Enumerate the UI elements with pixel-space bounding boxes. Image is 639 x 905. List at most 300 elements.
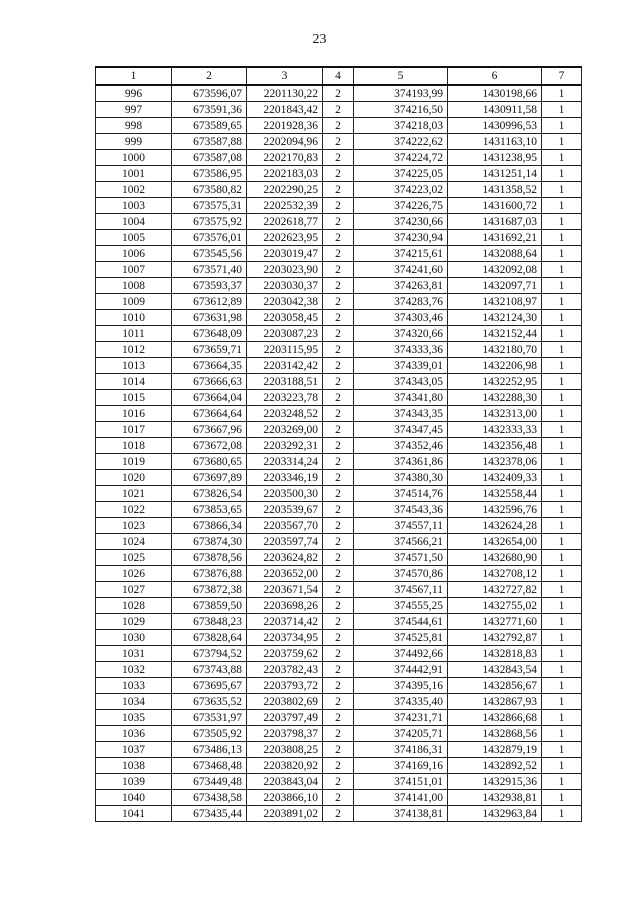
- table-cell: 374303,46: [354, 310, 448, 326]
- table-cell: 1432624,28: [448, 518, 542, 534]
- table-cell: 1007: [96, 262, 172, 278]
- table-cell: 1432818,83: [448, 646, 542, 662]
- table-cell: 2203188,51: [247, 374, 323, 390]
- table-row: [96, 598, 582, 614]
- table-cell: 2202532,39: [247, 198, 323, 214]
- table-cell: 2: [323, 262, 354, 278]
- table-cell: 673876,88: [172, 566, 247, 582]
- table-cell: 2: [323, 486, 354, 502]
- table-cell: 1432097,71: [448, 278, 542, 294]
- table-cell: 1432867,93: [448, 694, 542, 710]
- table-cell: 1: [542, 630, 582, 646]
- table-cell: 2203223,78: [247, 390, 323, 406]
- table-cell: 673648,09: [172, 326, 247, 342]
- table-row: [96, 294, 582, 310]
- table-cell: 673848,23: [172, 614, 247, 630]
- coordinates-table: [95, 66, 582, 822]
- table-row: [96, 534, 582, 550]
- table-cell: 374226,75: [354, 198, 448, 214]
- table-cell: 673826,54: [172, 486, 247, 502]
- table-cell: 673680,65: [172, 454, 247, 470]
- table-cell: 1022: [96, 502, 172, 518]
- table-cell: 2: [323, 406, 354, 422]
- table-cell: 1432755,02: [448, 598, 542, 614]
- table-cell: 1: [542, 246, 582, 262]
- table-cell: 1: [542, 550, 582, 566]
- table-cell: 1432378,06: [448, 454, 542, 470]
- table-cell: 374343,05: [354, 374, 448, 390]
- table-cell: 1: [542, 454, 582, 470]
- table-cell: 673591,36: [172, 102, 247, 118]
- table-cell: 1040: [96, 790, 172, 806]
- table-cell: 1005: [96, 230, 172, 246]
- table-cell: 2: [323, 630, 354, 646]
- table-cell: 1020: [96, 470, 172, 486]
- table-cell: 2: [323, 694, 354, 710]
- table-cell: 673587,08: [172, 150, 247, 166]
- table-row: [96, 694, 582, 710]
- table-cell: 1001: [96, 166, 172, 182]
- table-cell: 673545,56: [172, 246, 247, 262]
- table-cell: 1: [542, 438, 582, 454]
- table-cell: 1: [542, 742, 582, 758]
- table-cell: 2203798,37: [247, 726, 323, 742]
- table-cell: 1017: [96, 422, 172, 438]
- table-cell: 996: [96, 85, 172, 102]
- table-row: [96, 310, 582, 326]
- table-cell: 1431358,52: [448, 182, 542, 198]
- table-cell: 1432108,97: [448, 294, 542, 310]
- table-cell: 673697,89: [172, 470, 247, 486]
- table-cell: 1: [542, 662, 582, 678]
- column-header: 1: [96, 67, 172, 85]
- table-cell: 2: [323, 134, 354, 150]
- table-cell: 374492,66: [354, 646, 448, 662]
- table-cell: 2203793,72: [247, 678, 323, 694]
- table-cell: 1432963,84: [448, 806, 542, 822]
- table-cell: 1035: [96, 710, 172, 726]
- table-row: [96, 150, 582, 166]
- table-cell: 673575,92: [172, 214, 247, 230]
- table-cell: 2: [323, 470, 354, 486]
- table-cell: 374151,01: [354, 774, 448, 790]
- table-cell: 1: [542, 566, 582, 582]
- table-cell: 1: [542, 806, 582, 822]
- table-cell: 2203539,67: [247, 502, 323, 518]
- table-cell: 997: [96, 102, 172, 118]
- table-cell: 374230,66: [354, 214, 448, 230]
- table-cell: 2: [323, 678, 354, 694]
- table-cell: 2: [323, 646, 354, 662]
- table-row: [96, 85, 582, 102]
- table-cell: 673596,07: [172, 85, 247, 102]
- table-cell: 998: [96, 118, 172, 134]
- table-cell: 2202623,95: [247, 230, 323, 246]
- table-cell: 673659,71: [172, 342, 247, 358]
- table-cell: 673449,48: [172, 774, 247, 790]
- table-cell: 1: [542, 342, 582, 358]
- table-cell: 673874,30: [172, 534, 247, 550]
- table-cell: 1432708,12: [448, 566, 542, 582]
- table-cell: 1432288,30: [448, 390, 542, 406]
- table-cell: 374283,76: [354, 294, 448, 310]
- table-cell: 2: [323, 198, 354, 214]
- table-cell: 1: [542, 102, 582, 118]
- table-cell: 1432152,44: [448, 326, 542, 342]
- table-cell: 1432124,30: [448, 310, 542, 326]
- table-cell: 1032: [96, 662, 172, 678]
- column-header: 7: [542, 67, 582, 85]
- table-cell: 2203314,24: [247, 454, 323, 470]
- table-cell: 1024: [96, 534, 172, 550]
- table-cell: 374222,62: [354, 134, 448, 150]
- table-cell: 1: [542, 406, 582, 422]
- table-row: [96, 102, 582, 118]
- table-cell: 1: [542, 774, 582, 790]
- table-cell: 1: [542, 134, 582, 150]
- table-cell: 999: [96, 134, 172, 150]
- table-cell: 2: [323, 278, 354, 294]
- table-cell: 1: [542, 390, 582, 406]
- table-cell: 673486,13: [172, 742, 247, 758]
- table-cell: 374205,71: [354, 726, 448, 742]
- table-cell: 1027: [96, 582, 172, 598]
- table-cell: 673664,64: [172, 406, 247, 422]
- table-cell: 1: [542, 614, 582, 630]
- table-cell: 374224,72: [354, 150, 448, 166]
- table-row: [96, 390, 582, 406]
- table-cell: 374339,01: [354, 358, 448, 374]
- table-cell: 2203808,25: [247, 742, 323, 758]
- table-cell: 2: [323, 438, 354, 454]
- table-row: [96, 518, 582, 534]
- table-cell: 374543,36: [354, 502, 448, 518]
- table-row: [96, 422, 582, 438]
- table-row: [96, 470, 582, 486]
- table-cell: 673872,38: [172, 582, 247, 598]
- table-cell: 2202170,83: [247, 150, 323, 166]
- table-row: [96, 230, 582, 246]
- table-cell: 1036: [96, 726, 172, 742]
- table-cell: 1: [542, 582, 582, 598]
- table-cell: 1: [542, 470, 582, 486]
- table-cell: 374514,76: [354, 486, 448, 502]
- column-header: 5: [354, 67, 448, 85]
- table-row: [96, 166, 582, 182]
- table-cell: 673580,82: [172, 182, 247, 198]
- table-cell: 2: [323, 726, 354, 742]
- table-cell: 2201843,42: [247, 102, 323, 118]
- table-cell: 374333,36: [354, 342, 448, 358]
- table-row: [96, 742, 582, 758]
- table-cell: 673635,52: [172, 694, 247, 710]
- table-row: [96, 326, 582, 342]
- table-cell: 2203714,42: [247, 614, 323, 630]
- table-cell: 2: [323, 582, 354, 598]
- table-cell: 2: [323, 806, 354, 822]
- table-cell: 2: [323, 214, 354, 230]
- table-row: [96, 374, 582, 390]
- table-cell: 2203797,49: [247, 710, 323, 726]
- table-cell: 1025: [96, 550, 172, 566]
- table-cell: 2203597,74: [247, 534, 323, 550]
- column-header: 4: [323, 67, 354, 85]
- table-row: [96, 342, 582, 358]
- table-row: [96, 550, 582, 566]
- table-cell: 1: [542, 358, 582, 374]
- table-row: [96, 774, 582, 790]
- table-row: [96, 646, 582, 662]
- table-cell: 2: [323, 518, 354, 534]
- table-cell: 1431238,95: [448, 150, 542, 166]
- table-cell: 1: [542, 150, 582, 166]
- table-cell: 374557,11: [354, 518, 448, 534]
- table-cell: 1432356,48: [448, 438, 542, 454]
- table-cell: 2: [323, 598, 354, 614]
- table-row: [96, 134, 582, 150]
- table-cell: 374186,31: [354, 742, 448, 758]
- table-row: [96, 678, 582, 694]
- table-cell: 1: [542, 118, 582, 134]
- table-cell: 374216,50: [354, 102, 448, 118]
- table-cell: 673664,04: [172, 390, 247, 406]
- table-cell: 2203624,82: [247, 550, 323, 566]
- table-cell: 673435,44: [172, 806, 247, 822]
- table-cell: 1038: [96, 758, 172, 774]
- table-cell: 1: [542, 710, 582, 726]
- table-cell: 2201928,36: [247, 118, 323, 134]
- table-cell: 1004: [96, 214, 172, 230]
- column-header: 6: [448, 67, 542, 85]
- table-cell: 2: [323, 230, 354, 246]
- table-cell: 374570,86: [354, 566, 448, 582]
- table-row: [96, 214, 582, 230]
- table-cell: 673667,96: [172, 422, 247, 438]
- table-cell: 1: [542, 486, 582, 502]
- table-cell: 2: [323, 150, 354, 166]
- table-cell: 1033: [96, 678, 172, 694]
- table-cell: 1430198,66: [448, 85, 542, 102]
- table-cell: 2203058,45: [247, 310, 323, 326]
- table-cell: 2203866,10: [247, 790, 323, 806]
- table-cell: 1: [542, 230, 582, 246]
- table-cell: 1014: [96, 374, 172, 390]
- table-cell: 1034: [96, 694, 172, 710]
- table-header-row: [96, 67, 582, 85]
- table-cell: 1031: [96, 646, 172, 662]
- table-cell: 673743,88: [172, 662, 247, 678]
- column-header: 2: [172, 67, 247, 85]
- table-cell: 1006: [96, 246, 172, 262]
- table-cell: 1432558,44: [448, 486, 542, 502]
- table-row: [96, 278, 582, 294]
- table-cell: 673631,98: [172, 310, 247, 326]
- table-cell: 374395,16: [354, 678, 448, 694]
- table-cell: 2: [323, 85, 354, 102]
- table-cell: 1431692,21: [448, 230, 542, 246]
- table-cell: 2: [323, 502, 354, 518]
- table-row: [96, 790, 582, 806]
- table-cell: 1: [542, 422, 582, 438]
- table-cell: 374141,00: [354, 790, 448, 806]
- table-cell: 2: [323, 310, 354, 326]
- table-cell: 2: [323, 374, 354, 390]
- table-row: [96, 454, 582, 470]
- table-cell: 1037: [96, 742, 172, 758]
- table-cell: 1432771,60: [448, 614, 542, 630]
- table-cell: 1432879,19: [448, 742, 542, 758]
- table-cell: 2203734,95: [247, 630, 323, 646]
- table-cell: 1432938,81: [448, 790, 542, 806]
- table-cell: 2203269,00: [247, 422, 323, 438]
- table-cell: 374555,25: [354, 598, 448, 614]
- table-cell: 2202094,96: [247, 134, 323, 150]
- table-cell: 1432092,08: [448, 262, 542, 278]
- table-cell: 374566,21: [354, 534, 448, 550]
- table-row: [96, 502, 582, 518]
- table-cell: 2: [323, 182, 354, 198]
- table-cell: 1432866,68: [448, 710, 542, 726]
- table-cell: 1432596,76: [448, 502, 542, 518]
- table-cell: 2203087,23: [247, 326, 323, 342]
- table-row: [96, 182, 582, 198]
- table-cell: 673571,40: [172, 262, 247, 278]
- table-cell: 1019: [96, 454, 172, 470]
- table-cell: 1432088,64: [448, 246, 542, 262]
- table-row: [96, 262, 582, 278]
- table-cell: 673589,65: [172, 118, 247, 134]
- table-cell: 2: [323, 534, 354, 550]
- table-cell: 1: [542, 182, 582, 198]
- table-row: [96, 726, 582, 742]
- table-cell: 1012: [96, 342, 172, 358]
- table-cell: 2: [323, 246, 354, 262]
- table-cell: 374241,60: [354, 262, 448, 278]
- table-cell: 673586,95: [172, 166, 247, 182]
- table-cell: 1: [542, 646, 582, 662]
- table-cell: 374230,94: [354, 230, 448, 246]
- table-cell: 2203500,30: [247, 486, 323, 502]
- table-cell: 2: [323, 118, 354, 134]
- table-cell: 1432856,67: [448, 678, 542, 694]
- table-cell: 1009: [96, 294, 172, 310]
- table-cell: 1: [542, 198, 582, 214]
- table-cell: 1: [542, 598, 582, 614]
- table-cell: 2: [323, 742, 354, 758]
- table-cell: 1: [542, 310, 582, 326]
- table-cell: 374347,45: [354, 422, 448, 438]
- table-cell: 1: [542, 726, 582, 742]
- table-row: [96, 710, 582, 726]
- table-cell: 1432868,56: [448, 726, 542, 742]
- table-cell: 673866,34: [172, 518, 247, 534]
- table-cell: 374341,80: [354, 390, 448, 406]
- table-cell: 2203023,90: [247, 262, 323, 278]
- table-cell: 1432727,82: [448, 582, 542, 598]
- table-cell: 1432180,70: [448, 342, 542, 358]
- table-cell: 673664,35: [172, 358, 247, 374]
- table-cell: 673672,08: [172, 438, 247, 454]
- table-cell: 2203759,62: [247, 646, 323, 662]
- table-cell: 1: [542, 678, 582, 694]
- table-cell: 673593,37: [172, 278, 247, 294]
- table-cell: 374215,61: [354, 246, 448, 262]
- table-cell: 1016: [96, 406, 172, 422]
- table-cell: 673531,97: [172, 710, 247, 726]
- table-cell: 374544,61: [354, 614, 448, 630]
- table-cell: 1431163,10: [448, 134, 542, 150]
- table-cell: 2202290,25: [247, 182, 323, 198]
- table-row: [96, 358, 582, 374]
- table-cell: 673695,67: [172, 678, 247, 694]
- table-cell: 1432252,95: [448, 374, 542, 390]
- table-cell: 1432915,36: [448, 774, 542, 790]
- table-cell: 1: [542, 214, 582, 230]
- table-cell: 374343,35: [354, 406, 448, 422]
- table-cell: 1432654,00: [448, 534, 542, 550]
- table-cell: 1: [542, 374, 582, 390]
- table-cell: 374361,86: [354, 454, 448, 470]
- table-cell: 2203248,52: [247, 406, 323, 422]
- table-row: [96, 662, 582, 678]
- table-cell: 374218,03: [354, 118, 448, 134]
- table-cell: 2203019,47: [247, 246, 323, 262]
- table-cell: 374567,11: [354, 582, 448, 598]
- table-cell: 2: [323, 662, 354, 678]
- table-cell: 2: [323, 422, 354, 438]
- table-cell: 2203042,38: [247, 294, 323, 310]
- table-cell: 2203142,42: [247, 358, 323, 374]
- table-cell: 374169,16: [354, 758, 448, 774]
- table-cell: 374231,71: [354, 710, 448, 726]
- table-cell: 1430911,58: [448, 102, 542, 118]
- table-row: [96, 246, 582, 262]
- table-cell: 2: [323, 294, 354, 310]
- table-cell: 673666,63: [172, 374, 247, 390]
- table-cell: 374442,91: [354, 662, 448, 678]
- table-cell: 2: [323, 614, 354, 630]
- table-cell: 2: [323, 102, 354, 118]
- table-cell: 2203030,37: [247, 278, 323, 294]
- table-cell: 673587,88: [172, 134, 247, 150]
- table-cell: 673575,31: [172, 198, 247, 214]
- table-row: [96, 118, 582, 134]
- table-cell: 673612,89: [172, 294, 247, 310]
- table-cell: 2: [323, 390, 354, 406]
- table-cell: 2203843,04: [247, 774, 323, 790]
- table-cell: 2203671,54: [247, 582, 323, 598]
- table-cell: 2: [323, 358, 354, 374]
- table-cell: 2203820,92: [247, 758, 323, 774]
- table-cell: 1: [542, 534, 582, 550]
- table-cell: 1432409,33: [448, 470, 542, 486]
- table-row: [96, 582, 582, 598]
- table-cell: 1011: [96, 326, 172, 342]
- table-cell: 1: [542, 262, 582, 278]
- table-cell: 2201130,22: [247, 85, 323, 102]
- table-cell: 374335,40: [354, 694, 448, 710]
- table-cell: 673853,65: [172, 502, 247, 518]
- table-cell: 1023: [96, 518, 172, 534]
- table-cell: 1: [542, 326, 582, 342]
- table-cell: 1010: [96, 310, 172, 326]
- table-cell: 673468,48: [172, 758, 247, 774]
- table-cell: 2203567,70: [247, 518, 323, 534]
- table-cell: 374320,66: [354, 326, 448, 342]
- table-cell: 374263,81: [354, 278, 448, 294]
- table-cell: 1002: [96, 182, 172, 198]
- table-cell: 1000: [96, 150, 172, 166]
